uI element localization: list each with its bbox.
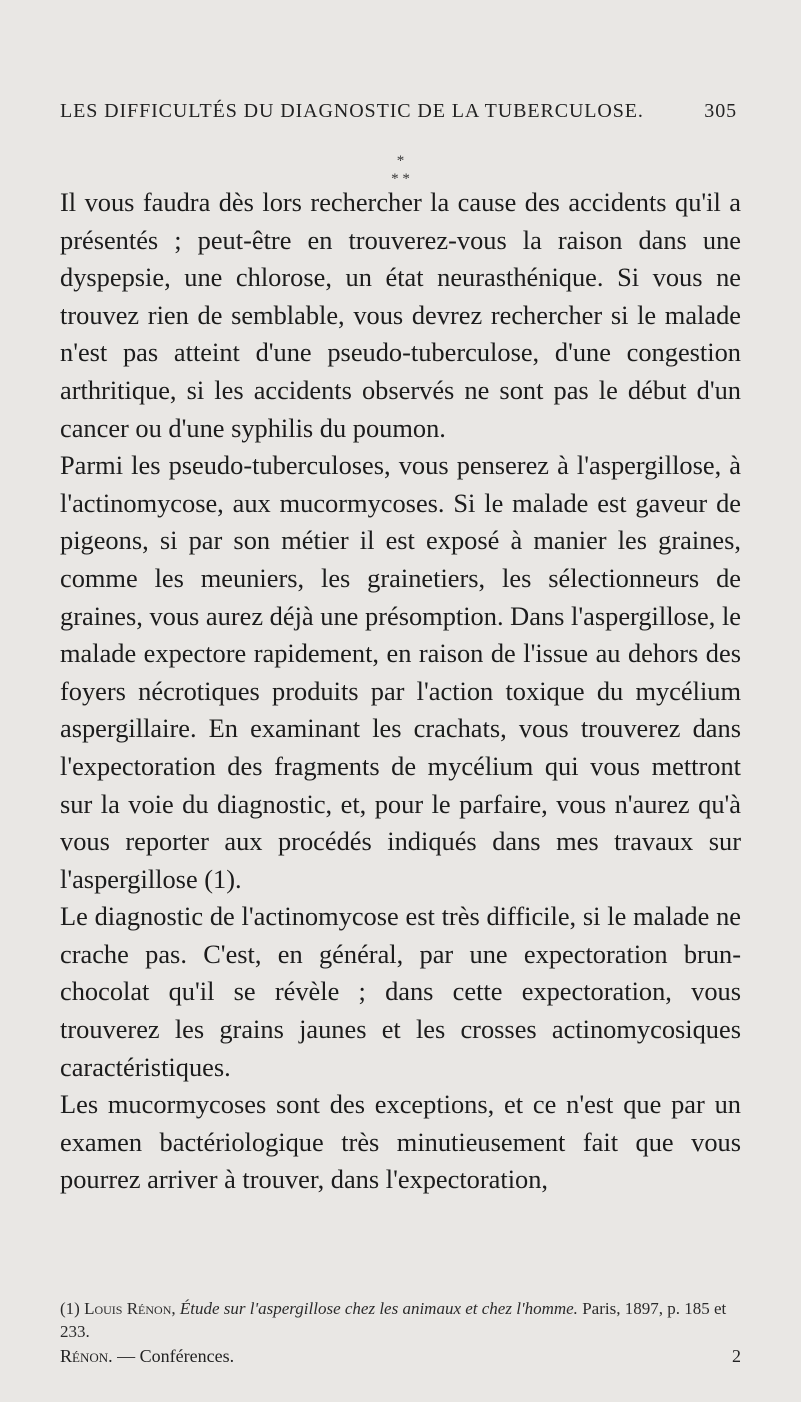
asterism-top: * [396, 153, 405, 169]
signature-number: 2 [732, 1346, 741, 1366]
paragraph-1: Il vous faudra dès lors rechercher la cause des accidents qu'il a présentés ; peut-être en trouverez-vous la raison dans une dyspepsie, une chlorose, un état neurasthénique. Si vous ne trouvez rien de semblable, vous devrez rechercher si le malade n'est pas atteint d'une pseudo-tuberculose, d'une congestion arthritique, si les accidents observés ne sont pas le début d'un cancer ou d'une syphilis du poumon. [60, 187, 741, 443]
running-head-title: LES DIFFICULTÉS DU DIAGNOSTIC DE LA TUBERCULOSE. [60, 100, 644, 122]
footnote-marker: (1) [60, 1299, 80, 1318]
footnote [60, 1297, 741, 1343]
footnote-details: Paris, 1897, p. 185 et 233. [60, 1299, 727, 1341]
signature-work: Conférences. [139, 1346, 235, 1366]
footnote-author: Louis Rénon, [84, 1299, 176, 1318]
paragraph-2: Parmi les pseudo-tuberculoses, vous penserez à l'aspergillose, à l'actinomycose, aux mucormycoses. Si le malade est gaveur de pigeons, si par son métier il est exposé à manier les graines, comme les meuniers, les grainetiers, les sélectionneurs de graines, vous aurez déjà une présomption. Dans l'aspergillose, le malade expectore rapidement, en raison de l'issue au dehors des foyers nécrotiques produits par l'action toxique du mycélium aspergillaire. En examinant les crachats, vous trouverez dans l'expectoration des fragments de mycélium qui vous mettront sur la voie du diagnostic, et, pour le parfaire, vous n'aurez qu'à vous reporter aux procédés indiqués dans mes travaux sur l'aspergillose (1). [60, 450, 741, 894]
paragraph-3: Le diagnostic de l'actinomycose est très difficile, si le malade ne crache pas. C'est, en général, par une expectoration brun-chocolat qu'il se révèle ; dans cette expectoration, vous trouverez les grains jaunes et les crosses actinomycosiques caractéristiques. [60, 901, 741, 1082]
asterism [0, 152, 801, 188]
body-text [60, 184, 741, 1199]
signature-line [60, 1346, 741, 1367]
paragraph-4: Les mucormycoses sont des exceptions, et ce n'est que par un examen bactériologique très minutieusement fait que vous pourrez arriver à trouver, dans l'expectoration, [60, 1089, 741, 1195]
running-head [60, 100, 737, 123]
signature-left [60, 1346, 234, 1367]
asterism-bottom: * * [391, 171, 410, 187]
signature-dash: — [117, 1346, 136, 1366]
signature-name: Rénon. [60, 1346, 113, 1366]
page-number: 305 [704, 100, 737, 122]
footnote-title: Étude sur l'aspergillose chez les animaux et chez l'homme. [179, 1299, 578, 1318]
